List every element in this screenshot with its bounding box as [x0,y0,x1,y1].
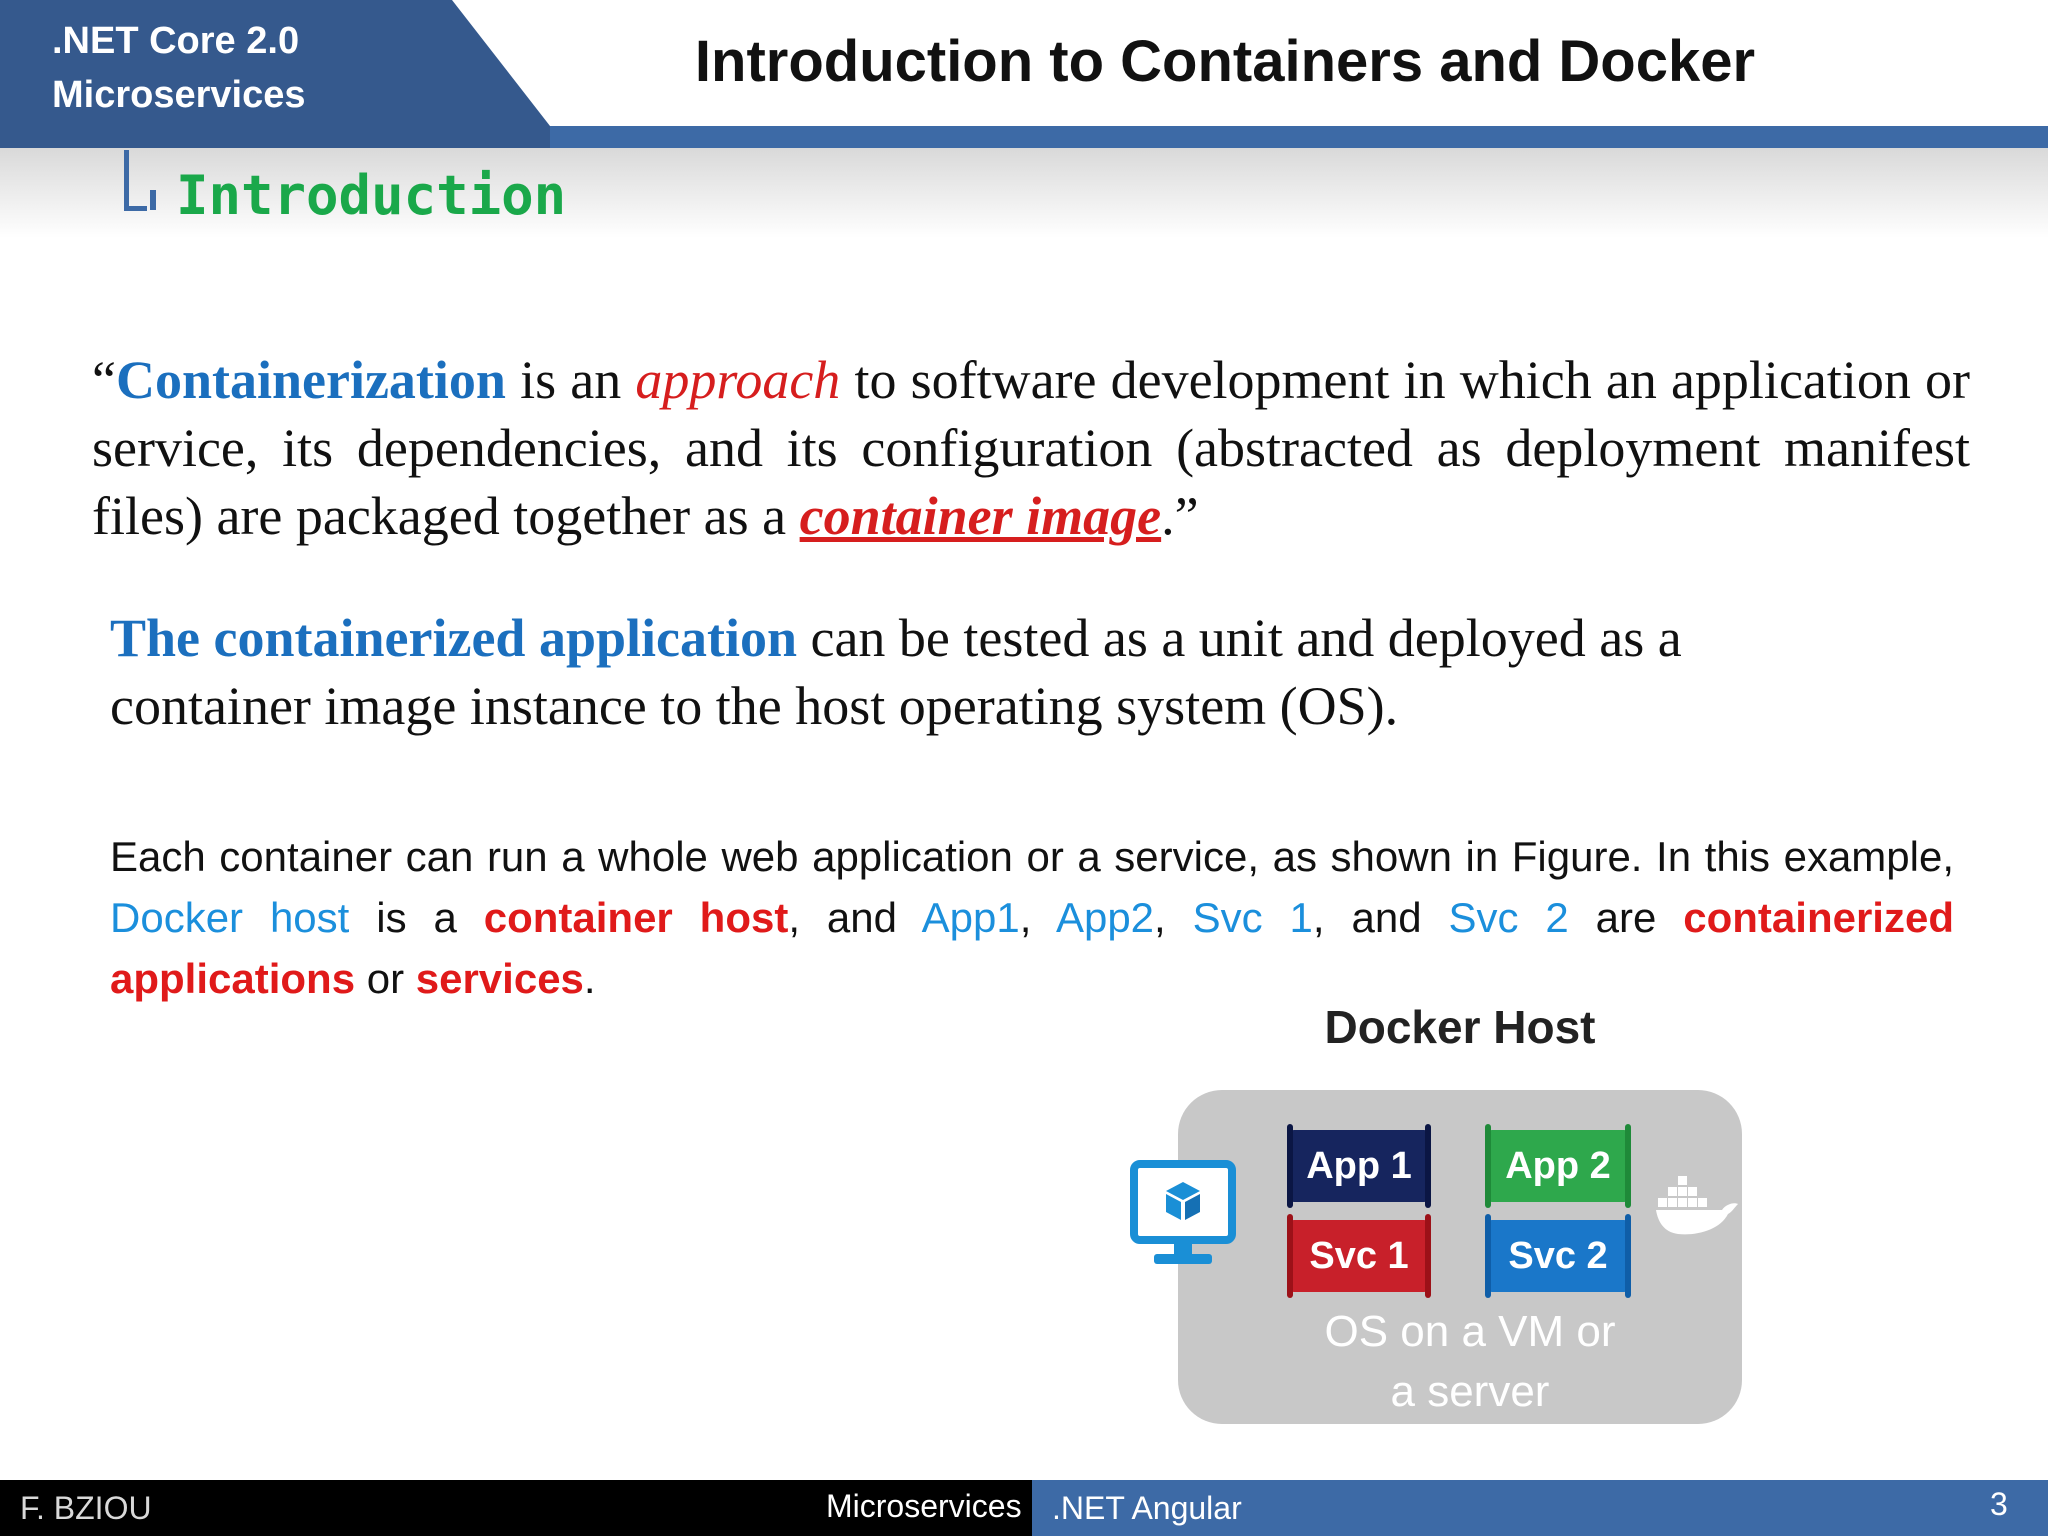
subtitle-bracket [124,150,147,211]
slide-subtitle: Introduction [176,164,567,227]
subtitle-bracket-tick [150,190,156,210]
docker-whale-icon [1656,1170,1740,1236]
p2-text: can be tested as a unit and deployed as a container image instance to the host operating system (OS). [110,608,1682,736]
os-label-line-1: OS on a VM or [1324,1307,1616,1356]
slide-title: Introduction to Containers and Docker [694,29,1756,94]
term-containerization: Containerization [115,350,506,410]
term-svc2: Svc 2 [1448,894,1569,941]
term-container-image: container image [799,486,1162,546]
word-approach: approach [635,350,841,410]
app1-container: App 1 [1290,1130,1428,1202]
svc1-container: Svc 1 [1290,1220,1428,1292]
docker-host-title: Docker Host [1324,1001,1596,1053]
footer-author: F. BZIOU [20,1490,152,1526]
monitor-cube-icon [1130,1160,1236,1270]
svc2-container: Svc 2 [1488,1220,1628,1292]
p3-text-5: are [1568,894,1684,941]
p3-text-3: , and [788,894,922,941]
definition-paragraph [92,346,1970,550]
term-app1: App1 [921,894,1020,941]
header-tab-text [52,14,306,122]
p1-text-1: is an [505,350,636,410]
p3-sep-2: , [1154,894,1193,941]
os-label [1280,1302,1660,1422]
term-containerized-applications: containerized applications [110,894,1954,1002]
term-containerized-application: The containerized application [110,608,797,668]
p3-sep-1: , [1019,894,1056,941]
footer-track: .NET Angular [1052,1490,1242,1526]
containerized-app-paragraph [110,604,1850,740]
close-quote: .” [1161,486,1199,546]
term-container-host: container host [483,894,789,941]
term-svc1: Svc 1 [1192,894,1313,941]
footer-course: Microservices [826,1488,1022,1524]
tab-line-1: .NET Core 2.0 [52,20,300,62]
os-label-line-2: a server [1390,1367,1550,1416]
p3-text-6: or [355,955,416,1002]
p3-text-2: is a [349,894,484,941]
open-quote: “ [92,350,116,410]
tab-line-2: Microservices [52,74,306,116]
p3-text-1: Each container can run a whole web application or a service, as shown in Figure. In this example, [110,833,1954,880]
term-services: services [415,955,584,1002]
app2-container: App 2 [1488,1130,1628,1202]
example-paragraph [110,826,1954,1009]
p3-text-4: , and [1312,894,1449,941]
page-number: 3 [1990,1486,2008,1522]
p1-text-2: to software development in which an application or service, its dependencies, and its configuration (abstracted as deployment manifest files) are packaged together as a [92,350,1970,546]
term-docker-host: Docker host [110,894,350,941]
term-app2: App2 [1055,894,1155,941]
p3-text-7: . [583,955,596,1002]
